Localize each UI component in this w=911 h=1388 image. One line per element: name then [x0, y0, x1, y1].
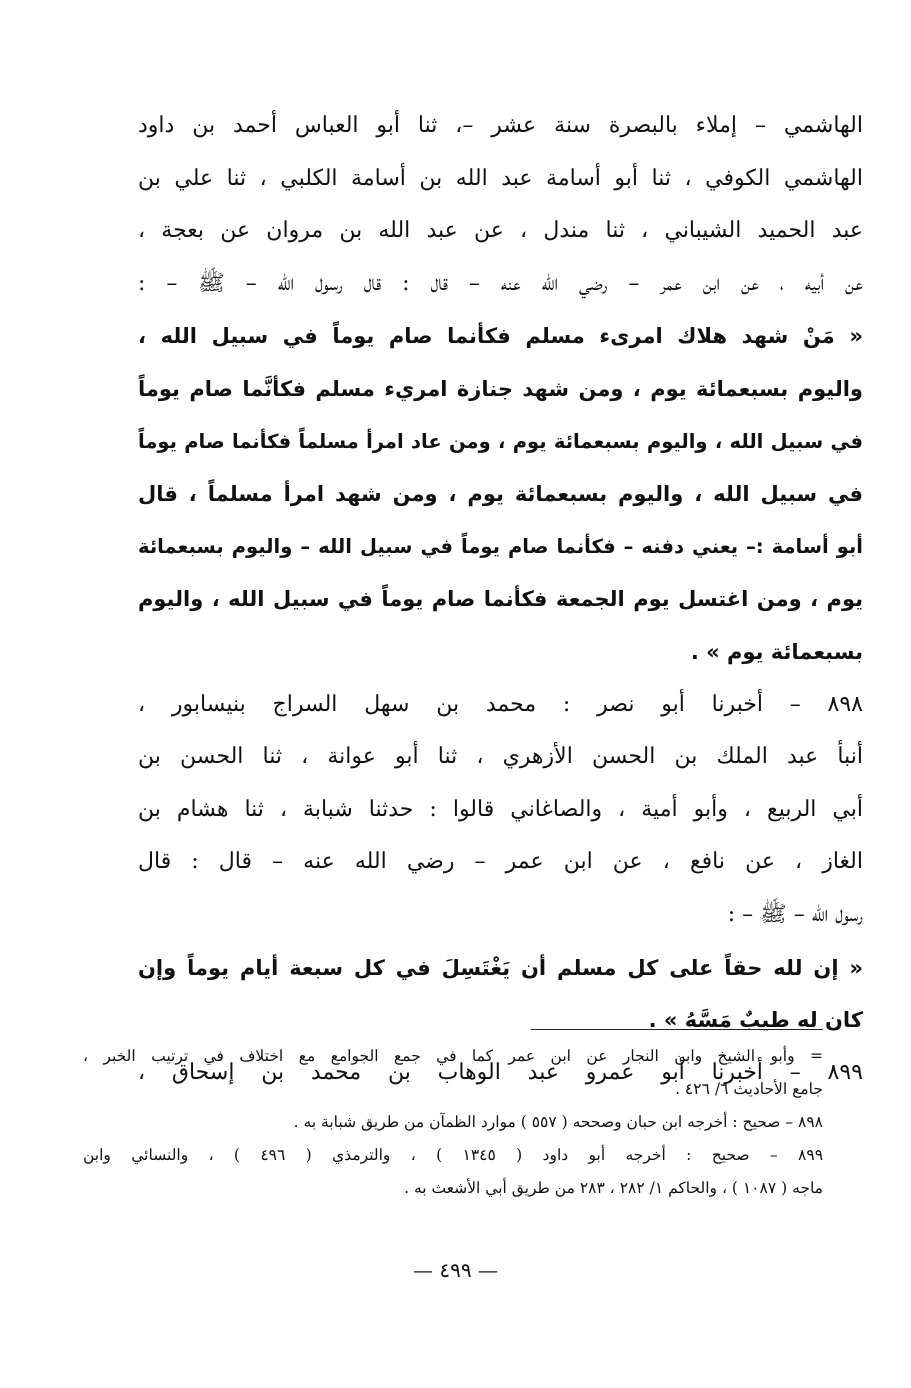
footnote-separator — [531, 1029, 823, 1030]
hadith-899-heading: ٨٩٩ – أخبرنا أبو عمرو عبد الوهاب بن محمد بن إسحاق ، — [138, 1059, 863, 1085]
footnote-898: ٨٩٨ – صحيح : أخرجه ابن حبان وصححه ( ٥٥٧ ) موارد الظمآن من طريق شبابة به . — [293, 1113, 823, 1131]
hadith-898-heading: ٨٩٨ – أخبرنا أبو نصر : محمد بن سهل السراج بنيسابور ، — [138, 691, 863, 717]
footnote-line: جامع الأحاديث ٦/ ٤٢٦ . — [675, 1080, 823, 1098]
footnote-line: = وأبو الشيخ وابن النجار عن ابن عمر كما في جمع الجوامع مع اختلاف في ترتيب الخبر ، — [83, 1047, 823, 1065]
hadith-text-line: « إن لله حقاً على كل مسلم أن يَغْتَسِلَ في كل سبعة أيام يوماً وإن — [138, 955, 863, 980]
main-text — [138, 100, 863, 1099]
hadith-text-line: « مَنْ شهد هلاك امرىء مسلم فكأنما صام يوماً في سبيل الله ، — [138, 324, 863, 349]
footnote-line: ماجه ( ١٠٨٧ ) ، والحاكم ١/ ٢٨٢ ، ٢٨٣ من طريق أبي الأشعث به . — [404, 1179, 823, 1197]
footnote-899: ٨٩٩ – صحيح : أخرجه أبو داود ( ١٣٤٥ ) ، والترمذي ( ٤٩٦ ) ، والنسائي وابن — [83, 1146, 824, 1164]
footnotes — [83, 1040, 823, 1205]
hadith-text-line: أبو أسامة :– يعني دفنه – فكأنما صام يوماً في سبيل الله – واليوم بسبعمائة — [138, 534, 863, 558]
text-line: الهاشمي – إملاء بالبصرة سنة عشر –، ثنا أبو العباس أحمد بن داود — [138, 113, 863, 138]
text-line: عن أبيه ، عن ابن عمر – رضي الله عنه – قال : قال رسول الله – ﷺ – : — [138, 270, 863, 296]
page-number: — ٤٩٩ — — [413, 1258, 498, 1282]
text-line: الغاز ، عن نافع ، عن ابن عمر – رضي الله عنه – قال : قال — [138, 849, 863, 875]
text-line: رسول الله – ﷺ – : — [727, 901, 863, 927]
text-line: الهاشمي الكوفي ، ثنا أبو أسامة عبد الله بن أسامة الكلبي ، ثنا علي بن — [138, 165, 863, 191]
hadith-text-line: في سبيل الله ، واليوم بسبعمائة يوم ، ومن عاد امرأ مسلماً فكأنما صام يوماً — [138, 429, 863, 453]
hadith-text-line: في سبيل الله ، واليوم بسبعمائة يوم ، ومن شهد امرأ مسلماً ، قال — [138, 482, 863, 507]
hadith-text-line: كان له طيبٌ مَسَّهُ » . — [648, 1008, 863, 1033]
text-line: أبي الربيع ، وأبو أمية ، والصاغاني قالوا : حدثنا شبابة ، ثنا هشام بن — [138, 796, 863, 822]
hadith-text-line: يوم ، ومن اغتسل يوم الجمعة فكأنما صام يوماً في سبيل الله ، واليوم — [138, 587, 863, 612]
text-line: عبد الحميد الشيباني ، ثنا مندل ، عن عبد الله بن مروان عن بعجة ، — [138, 218, 863, 244]
hadith-text-line: واليوم بسبعمائة يوم ، ومن شهد جنازة امريء مسلم فكأنَّما صام يوماً — [138, 376, 863, 401]
hadith-text-line: بسبعمائة يوم » . — [690, 639, 863, 664]
text-line: أنبأ عبد الملك بن الحسن الأزهري ، ثنا أبو عوانة ، ثنا الحسن بن — [138, 744, 863, 770]
